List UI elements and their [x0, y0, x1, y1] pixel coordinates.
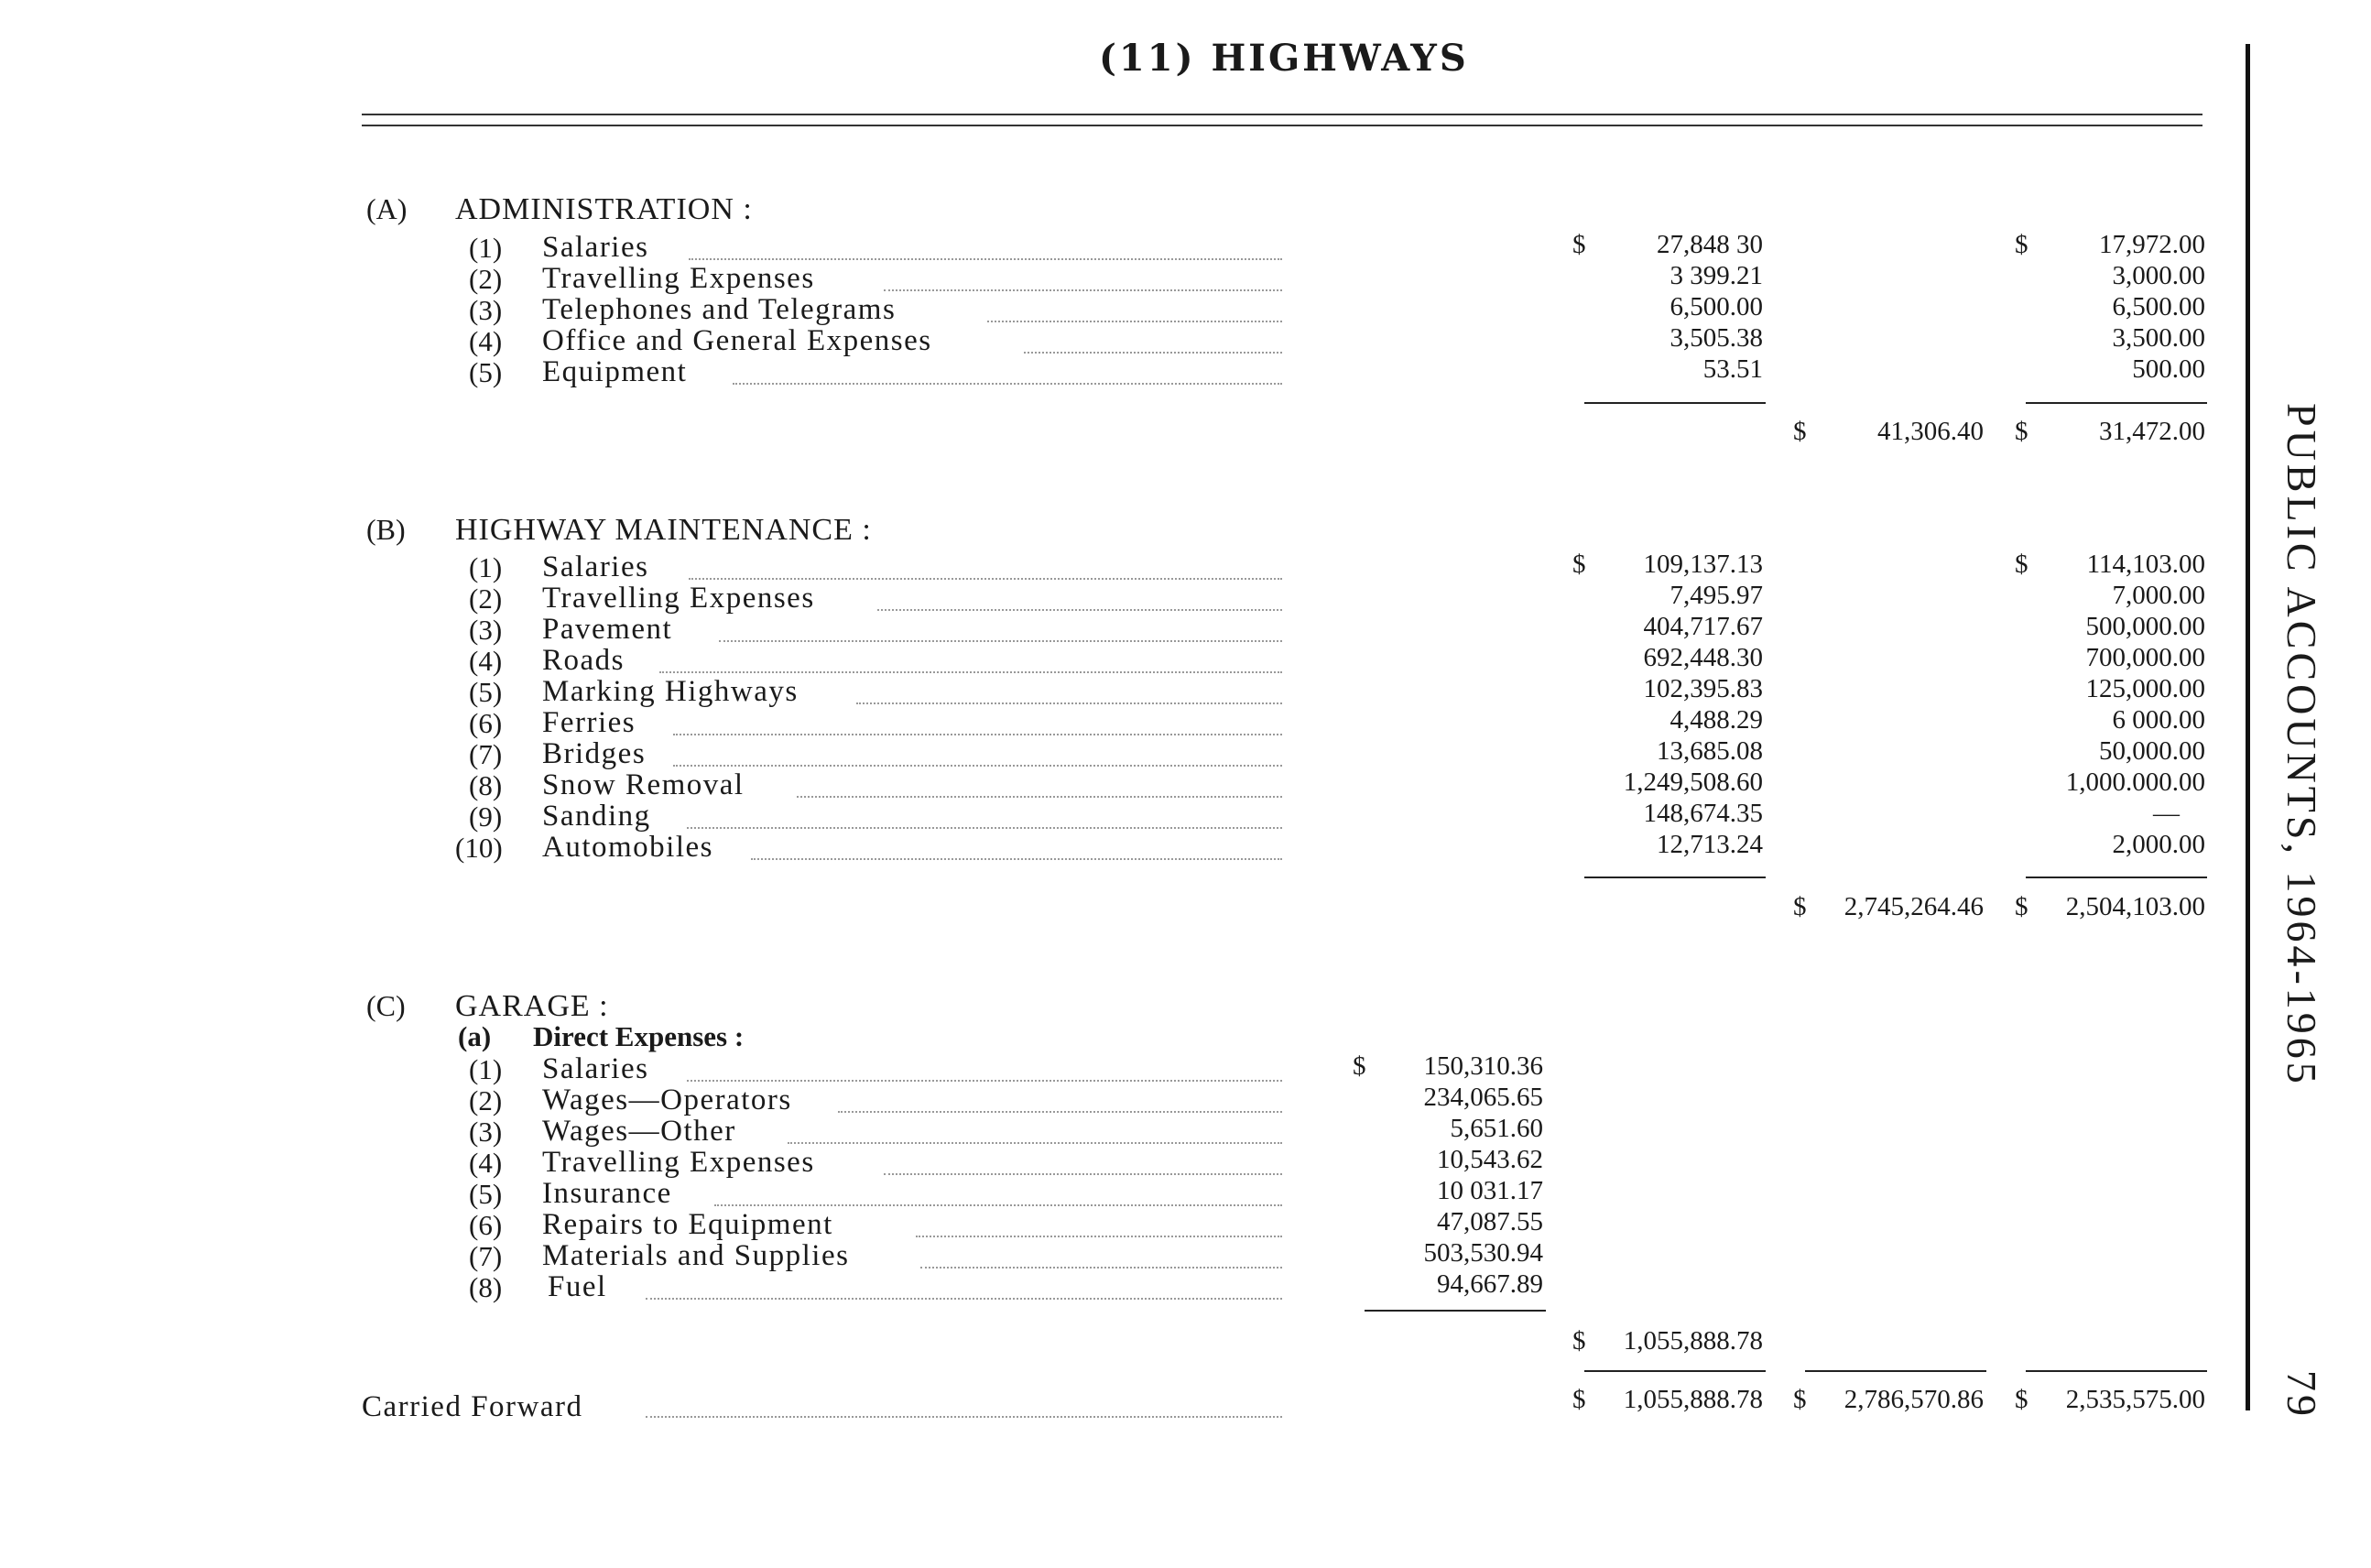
leader-dots: [838, 1111, 1282, 1113]
section-a-total-col3: 31,472.00: [2099, 417, 2205, 446]
section-b-heading: HIGHWAY MAINTENANCE :: [455, 513, 872, 547]
leader-dots: [733, 383, 1282, 385]
page-number: 79: [2279, 1370, 2325, 1420]
dollar-sign: $: [1572, 550, 1586, 579]
dollar-sign: $: [1353, 1051, 1366, 1081]
line-label: Salaries: [542, 1052, 649, 1085]
page-title: (11) HIGHWAYS: [1099, 37, 1469, 80]
line-label: Telephones and Telegrams: [542, 293, 897, 326]
dollar-sign: $: [1793, 1385, 1807, 1414]
line-label: Marking Highways: [542, 675, 799, 708]
line-number: (10): [455, 832, 503, 864]
line-number: (2): [469, 1084, 503, 1116]
line-label: Automobiles: [542, 831, 713, 864]
line-label: Insurance: [542, 1177, 672, 1210]
line-label: Travelling Expenses: [542, 1146, 815, 1179]
line-number: (1): [469, 1053, 503, 1085]
forward-rule-col3: [2026, 1370, 2207, 1372]
line-number: (5): [469, 356, 503, 388]
amount-col3: 3,500.00: [2112, 323, 2205, 353]
amount-col0: 10 031.17: [1437, 1176, 1543, 1205]
leader-dots: [689, 578, 1282, 580]
line-number: (2): [469, 583, 503, 615]
header-rule-bottom: [362, 125, 2202, 126]
leader-dots: [916, 1236, 1282, 1237]
leader-dots: [1024, 352, 1282, 354]
side-running-title: PUBLIC ACCOUNTS, 1964-1965: [2279, 403, 2325, 1087]
line-number: (1): [469, 232, 503, 264]
dollar-sign: $: [2015, 230, 2028, 259]
leader-dots: [797, 796, 1282, 798]
amount-col3: 700,000.00: [2085, 643, 2205, 672]
leader-dots: [659, 671, 1282, 673]
line-label: Wages—Operators: [542, 1083, 792, 1116]
dollar-sign: $: [1572, 1385, 1586, 1414]
line-label: Pavement: [542, 613, 673, 646]
line-label: Wages—Other: [542, 1115, 736, 1148]
line-number: (4): [469, 645, 503, 677]
section-c-letter: (C): [366, 989, 406, 1022]
amount-col0: 5,651.60: [1450, 1114, 1543, 1143]
leader-dots: [751, 858, 1282, 860]
line-number: (1): [469, 551, 503, 583]
amount-col1: 109,137.13: [1643, 550, 1763, 579]
line-label: Materials and Supplies: [542, 1239, 850, 1272]
amount-col1: 4,488.29: [1669, 705, 1763, 735]
amount-col0: 10,543.62: [1437, 1145, 1543, 1174]
section-b-total-col3: 2,504,103.00: [2065, 892, 2205, 921]
forward-rule-col1: [1584, 1370, 1766, 1372]
line-number: (8): [469, 1271, 503, 1303]
amount-col1: 6,500.00: [1669, 292, 1763, 321]
amount-col3-dash: —: [2153, 799, 2180, 828]
section-b-total-col2: 2,745,264.46: [1844, 892, 1984, 921]
amount-col1: 53.51: [1702, 354, 1763, 384]
section-c-total-col1: 1,055,888.78: [1623, 1326, 1763, 1356]
amount-col0: 234,065.65: [1423, 1083, 1543, 1112]
line-number: (2): [469, 263, 503, 295]
leader-dots: [920, 1267, 1282, 1269]
header-rule-top: [362, 114, 2202, 115]
amount-col1: 12,713.24: [1657, 830, 1763, 859]
carried-forward-col2: 2,786,570.86: [1844, 1385, 1984, 1414]
amount-col3: 3,000.00: [2112, 261, 2205, 290]
amount-col0: 47,087.55: [1437, 1207, 1543, 1236]
line-number: (4): [469, 1147, 503, 1179]
section-a-heading: ADMINISTRATION :: [455, 192, 753, 226]
subsection-letter: (a): [458, 1020, 492, 1052]
dollar-sign: $: [1793, 417, 1807, 446]
amount-col1: 692,448.30: [1643, 643, 1763, 672]
line-number: (7): [469, 1240, 503, 1272]
amount-col0: 503,530.94: [1423, 1238, 1543, 1268]
line-number: (9): [469, 800, 503, 833]
line-number: (6): [469, 1209, 503, 1241]
line-number: (5): [469, 1178, 503, 1210]
leader-dots: [884, 1173, 1282, 1175]
line-number: (8): [469, 769, 503, 801]
line-number: (5): [469, 676, 503, 708]
carried-forward-col3: 2,535,575.00: [2065, 1385, 2205, 1414]
leader-dots: [788, 1142, 1282, 1144]
amount-col3: 50,000.00: [2099, 736, 2205, 766]
amount-col1: 102,395.83: [1643, 674, 1763, 703]
leader-dots: [987, 321, 1282, 322]
amount-col1: 3,505.38: [1669, 323, 1763, 353]
subtotal-rule-col3: [2026, 877, 2207, 878]
line-label: Travelling Expenses: [542, 582, 815, 615]
subtotal-rule-col1: [1584, 877, 1766, 878]
line-number: (3): [469, 614, 503, 646]
leader-dots: [646, 1416, 1282, 1418]
amount-col1: 27,848 30: [1657, 230, 1763, 259]
dollar-sign: $: [2015, 417, 2028, 446]
line-label: Snow Removal: [542, 768, 745, 801]
subtotal-rule-col0: [1365, 1310, 1546, 1312]
section-a-letter: (A): [366, 192, 408, 225]
dollar-sign: $: [1793, 892, 1807, 921]
forward-rule-col2: [1805, 1370, 1986, 1372]
amount-col3: 17,972.00: [2099, 230, 2205, 259]
line-label: Travelling Expenses: [542, 262, 815, 295]
line-number: (3): [469, 294, 503, 326]
leader-dots: [714, 1204, 1282, 1206]
amount-col3: 2,000.00: [2112, 830, 2205, 859]
line-label: Ferries: [542, 706, 636, 739]
dollar-sign: $: [2015, 892, 2028, 921]
right-margin-rule: [2246, 44, 2250, 1410]
amount-col3: 500,000.00: [2085, 612, 2205, 641]
leader-dots: [687, 827, 1282, 829]
line-label: Roads: [542, 644, 625, 677]
line-label: Equipment: [542, 355, 688, 388]
section-c-heading: GARAGE :: [455, 989, 609, 1023]
amount-col1: 7,495.97: [1669, 581, 1763, 610]
leader-dots: [689, 258, 1282, 260]
amount-col3: 125,000.00: [2085, 674, 2205, 703]
line-number: (4): [469, 325, 503, 357]
amount-col1: 404,717.67: [1643, 612, 1763, 641]
dollar-sign: $: [2015, 1385, 2028, 1414]
dollar-sign: $: [2015, 550, 2028, 579]
line-number: (7): [469, 738, 503, 770]
subtotal-rule-col3: [2026, 402, 2207, 404]
subtotal-rule-col1: [1584, 402, 1766, 404]
carried-forward-col1: 1,055,888.78: [1623, 1385, 1763, 1414]
leader-dots: [673, 734, 1282, 735]
amount-col1: 3 399.21: [1669, 261, 1763, 290]
amount-col0: 94,667.89: [1437, 1269, 1543, 1299]
amount-col1: 1,249,508.60: [1623, 768, 1763, 797]
leader-dots: [877, 609, 1282, 611]
amount-col3: 6 000.00: [2112, 705, 2205, 735]
line-number: (6): [469, 707, 503, 739]
leader-dots: [673, 765, 1282, 767]
leader-dots: [856, 702, 1282, 704]
line-label: Fuel: [548, 1270, 607, 1303]
amount-col1: 13,685.08: [1657, 736, 1763, 766]
subsection-heading: Direct Expenses :: [533, 1020, 745, 1052]
amount-col0: 150,310.36: [1423, 1051, 1543, 1081]
leader-dots: [646, 1298, 1282, 1300]
leader-dots: [719, 640, 1282, 642]
line-label: Sanding: [542, 800, 651, 833]
dollar-sign: $: [1572, 1326, 1586, 1356]
amount-col3: 500.00: [2132, 354, 2205, 384]
line-label: Repairs to Equipment: [542, 1208, 833, 1241]
carried-forward-label: Carried Forward: [362, 1390, 583, 1423]
amount-col3: 6,500.00: [2112, 292, 2205, 321]
line-label: Bridges: [542, 737, 647, 770]
line-label: Salaries: [542, 550, 649, 583]
amount-col3: 114,103.00: [2086, 550, 2205, 579]
line-label: Salaries: [542, 231, 649, 264]
section-b-letter: (B): [366, 513, 406, 546]
amount-col1: 148,674.35: [1643, 799, 1763, 828]
line-number: (3): [469, 1116, 503, 1148]
section-a-total-col2: 41,306.40: [1877, 417, 1984, 446]
amount-col3: 1,000.000.00: [2065, 768, 2205, 797]
leader-dots: [884, 289, 1282, 291]
leader-dots: [687, 1080, 1282, 1082]
amount-col3: 7,000.00: [2112, 581, 2205, 610]
dollar-sign: $: [1572, 230, 1586, 259]
line-label: Office and General Expenses: [542, 324, 932, 357]
